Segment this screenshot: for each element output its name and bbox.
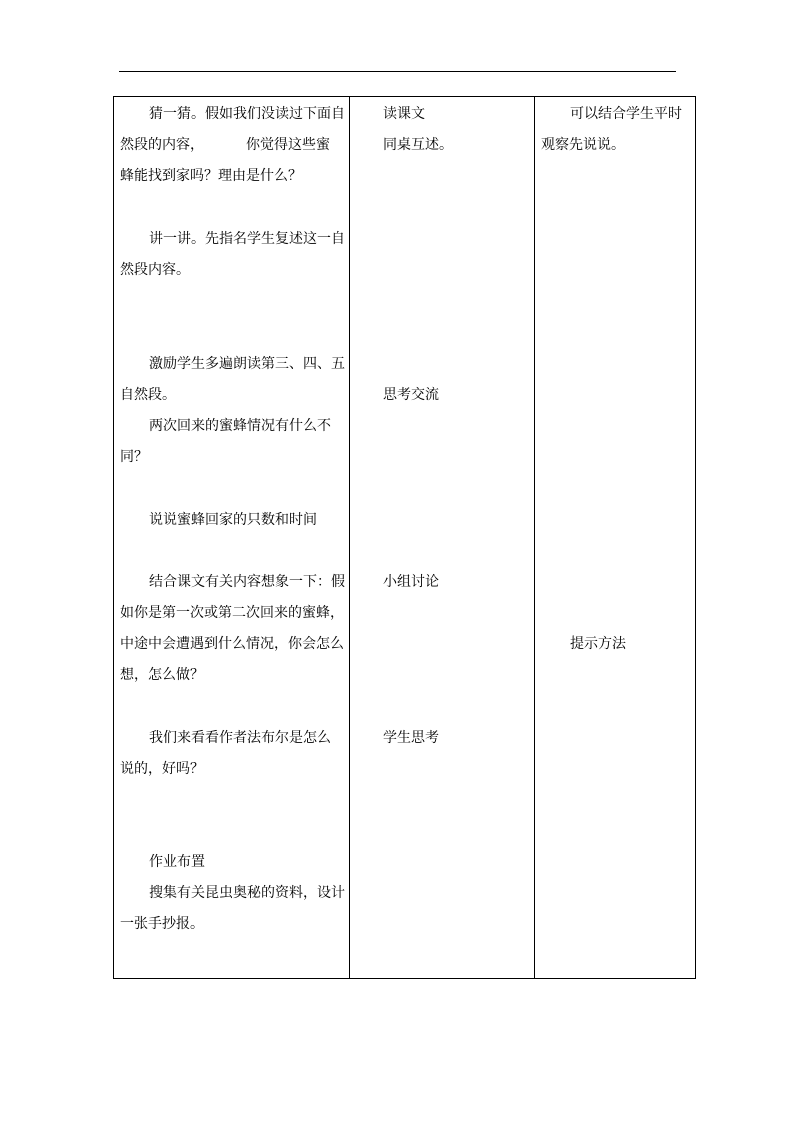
imagine-line-3: 中途中会遭遇到什么情况，你会怎么 xyxy=(120,636,344,652)
guess-line-3: 蜂能找到家吗？理由是什么？ xyxy=(120,168,302,184)
student-activity-think: 学生思考 xyxy=(383,730,439,746)
header-rule xyxy=(119,71,676,72)
note-line-2: 观察先说说。 xyxy=(541,137,625,153)
imagine-line-1: 结合课文有关内容想象一下：假 xyxy=(149,574,345,590)
guess-line-1: 猜一猜。假如我们没读过下面自 xyxy=(149,106,345,122)
student-activity-read: 读课文 xyxy=(383,106,425,122)
author-line-2: 说的，好吗？ xyxy=(120,761,204,777)
count-line-1: 说说蜜蜂回家的只数和时间 xyxy=(149,512,317,528)
compare-line-2: 同？ xyxy=(120,449,148,465)
retell-line-2: 然段内容。 xyxy=(120,262,190,278)
read-aloud-line-2: 自然段。 xyxy=(120,387,176,403)
guess-line-2b: 你觉得这些蜜 xyxy=(246,137,330,153)
author-line-1: 我们来看看作者法布尔是怎么 xyxy=(149,730,331,746)
note-hint-method: 提示方法 xyxy=(570,636,626,652)
imagine-line-4: 想，怎么做？ xyxy=(120,667,204,683)
column-divider-2 xyxy=(534,97,535,978)
lesson-plan-table xyxy=(113,96,696,979)
student-activity-retell: 同桌互述。 xyxy=(383,137,453,153)
homework-line-2: 一张手抄报。 xyxy=(120,916,204,932)
retell-line-1: 讲一讲。先指名学生复述这一自 xyxy=(149,231,345,247)
homework-line-1: 搜集有关昆虫奥秘的资料，设计 xyxy=(149,885,345,901)
column-divider-1 xyxy=(349,97,350,978)
homework-heading: 作业布置 xyxy=(149,854,205,870)
compare-line-1: 两次回来的蜜蜂情况有什么不 xyxy=(149,418,331,434)
student-activity-discuss: 思考交流 xyxy=(383,387,439,403)
read-aloud-line-1: 激励学生多遍朗读第三、四、五 xyxy=(149,356,345,372)
student-activity-group: 小组讨论 xyxy=(383,574,439,590)
guess-line-2: 然段的内容， xyxy=(120,137,204,153)
imagine-line-2: 如你是第一次或第二次回来的蜜蜂， xyxy=(120,605,344,621)
note-line-1: 可以结合学生平时 xyxy=(570,106,682,122)
